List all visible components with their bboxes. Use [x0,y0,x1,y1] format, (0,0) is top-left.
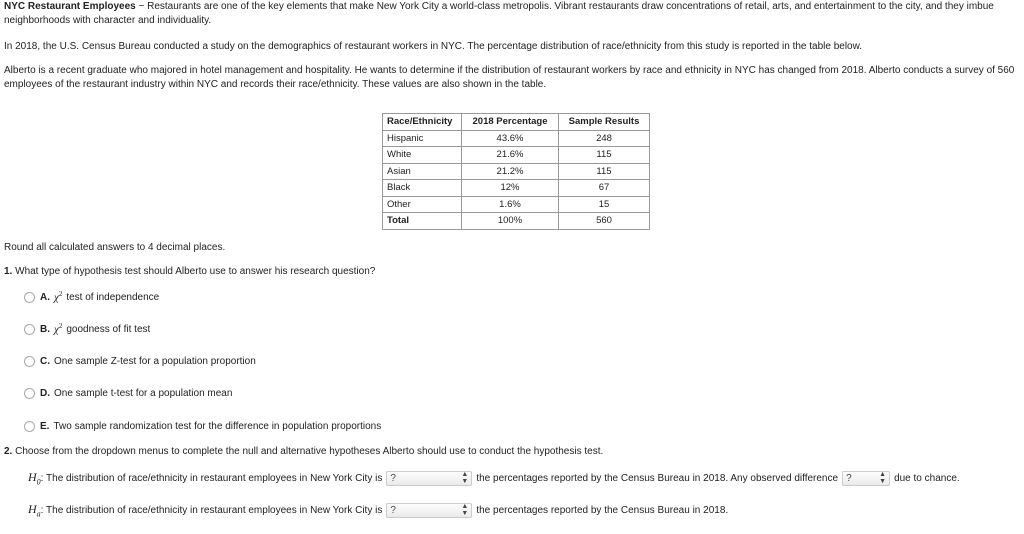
radio-option-b[interactable] [24,324,35,335]
option-letter: C. [40,355,50,367]
ha-symbol: $H_a$ [28,501,41,519]
ha-dropdown-1[interactable] [386,503,472,518]
question-1 [4,265,1020,279]
intro-text: Restaurants are one of the key elements that make New York City a world-class metropolis. Vibrant restaurants draw concentrations of retail, arts, and entertainment to the city, and they imbue neighborhoods with character and individuality. [4,1,994,26]
h0-dropdown-2[interactable] [842,471,890,486]
ha-text-2: the percentages reported by the Census Bureau in 2018. [476,504,729,516]
radio-option-e[interactable] [24,421,35,432]
null-hypothesis [28,470,960,486]
h0-symbol: $H_0$ [28,469,41,487]
row-sample: 115 [559,163,650,180]
h0-text-2: the percentages reported by the Census Bureau in 2018. Any observed difference [476,472,839,484]
header-race: Race/Ethnicity [383,114,462,131]
row-sample: 115 [559,147,650,164]
total-sample: 560 [559,213,650,230]
header-sample: Sample Results [559,114,650,131]
option-d[interactable] [24,386,232,400]
row-label: White [383,147,462,164]
alberto-paragraph: Alberto is a recent graduate who majored in hotel management and hospitality. He wants to determine if the distribution of restaurant workers by race and ethnicity in NYC has changed from 2018. Alberto conducts a survey of 560 employees of the restaurant industry within NYC and records their race/ethnicity. These values are also shown in the table. [4,65,1015,90]
option-e[interactable] [24,419,381,433]
option-text: goodness of fit test [66,323,151,335]
chi-symbol: $\chi^2$ [54,322,63,336]
census-paragraph: In 2018, the U.S. Census Bureau conducted a study on the demographics of restaurant workers in NYC. The percentage distribution of race/ethnicity from this study is reported in the table below. [4,41,863,52]
intro-paragraph [4,0,1020,27]
row-pct: 1.6% [462,196,559,213]
row-pct: 21.6% [462,147,559,164]
header-pct: 2018 Percentage [462,114,559,131]
title-separator: ~ [138,1,145,12]
alternative-hypothesis [28,502,728,518]
row-label: Black [383,180,462,197]
data-table [382,113,650,230]
h0-dropdown-2-value: ? [846,472,852,484]
chevron-up-down-icon: ▲ ▼ [879,471,887,485]
problem-title: NYC Restaurant Employees [4,1,136,12]
row-label: Hispanic [383,130,462,147]
table-row [383,163,650,180]
option-b[interactable] [24,322,150,336]
ha-dropdown-1-value: ? [390,504,396,516]
h0-dropdown-1[interactable] [386,471,472,486]
row-pct: 43.6% [462,130,559,147]
chevron-up-down-icon: ▲ ▼ [461,503,469,517]
option-a[interactable] [24,290,159,304]
table-header-row [383,114,650,131]
row-label: Other [383,196,462,213]
total-label: Total [383,213,462,230]
question-1-number: 1. [4,266,13,277]
question-1-text: What type of hypothesis test should Alberto use to answer his research question? [15,266,376,277]
total-pct: 100% [462,213,559,230]
row-pct: 21.2% [462,163,559,180]
radio-option-a[interactable] [24,292,35,303]
option-text: One sample t-test for a population mean [54,387,233,399]
question-2 [4,445,1020,459]
radio-option-d[interactable] [24,388,35,399]
rounding-instructions: Round all calculated answers to 4 decimal places. [4,242,226,253]
option-letter: E. [40,420,50,432]
table-row [383,147,650,164]
row-sample: 15 [559,196,650,213]
option-letter: A. [40,291,50,303]
row-sample: 67 [559,180,650,197]
h0-text-3: due to chance. [894,472,960,484]
option-text: test of independence [66,291,160,303]
row-label: Asian [383,163,462,180]
chevron-up-down-icon: ▲ ▼ [461,471,469,485]
h0-text-1: : The distribution of race/ethnicity in restaurant employees in New York City is [40,472,383,484]
question-2-number: 2. [4,446,13,457]
option-text: One sample Z-test for a population proportion [54,355,256,367]
question-2-text: Choose from the dropdown menus to complete the null and alternative hypotheses Alberto should use to conduct the hypothesis test. [15,446,604,457]
option-letter: B. [40,323,50,335]
row-sample: 248 [559,130,650,147]
table-row [383,130,650,147]
radio-option-c[interactable] [24,356,35,367]
ha-text-1: : The distribution of race/ethnicity in restaurant employees in New York City is [40,504,383,516]
h0-dropdown-1-value: ? [390,472,396,484]
table-total-row [383,213,650,230]
option-c[interactable] [24,354,256,368]
row-pct: 12% [462,180,559,197]
option-text: Two sample randomization test for the difference in population proportions [53,420,382,432]
table-row [383,180,650,197]
chi-symbol: $\chi^2$ [54,290,63,304]
option-letter: D. [40,387,50,399]
table-row [383,196,650,213]
